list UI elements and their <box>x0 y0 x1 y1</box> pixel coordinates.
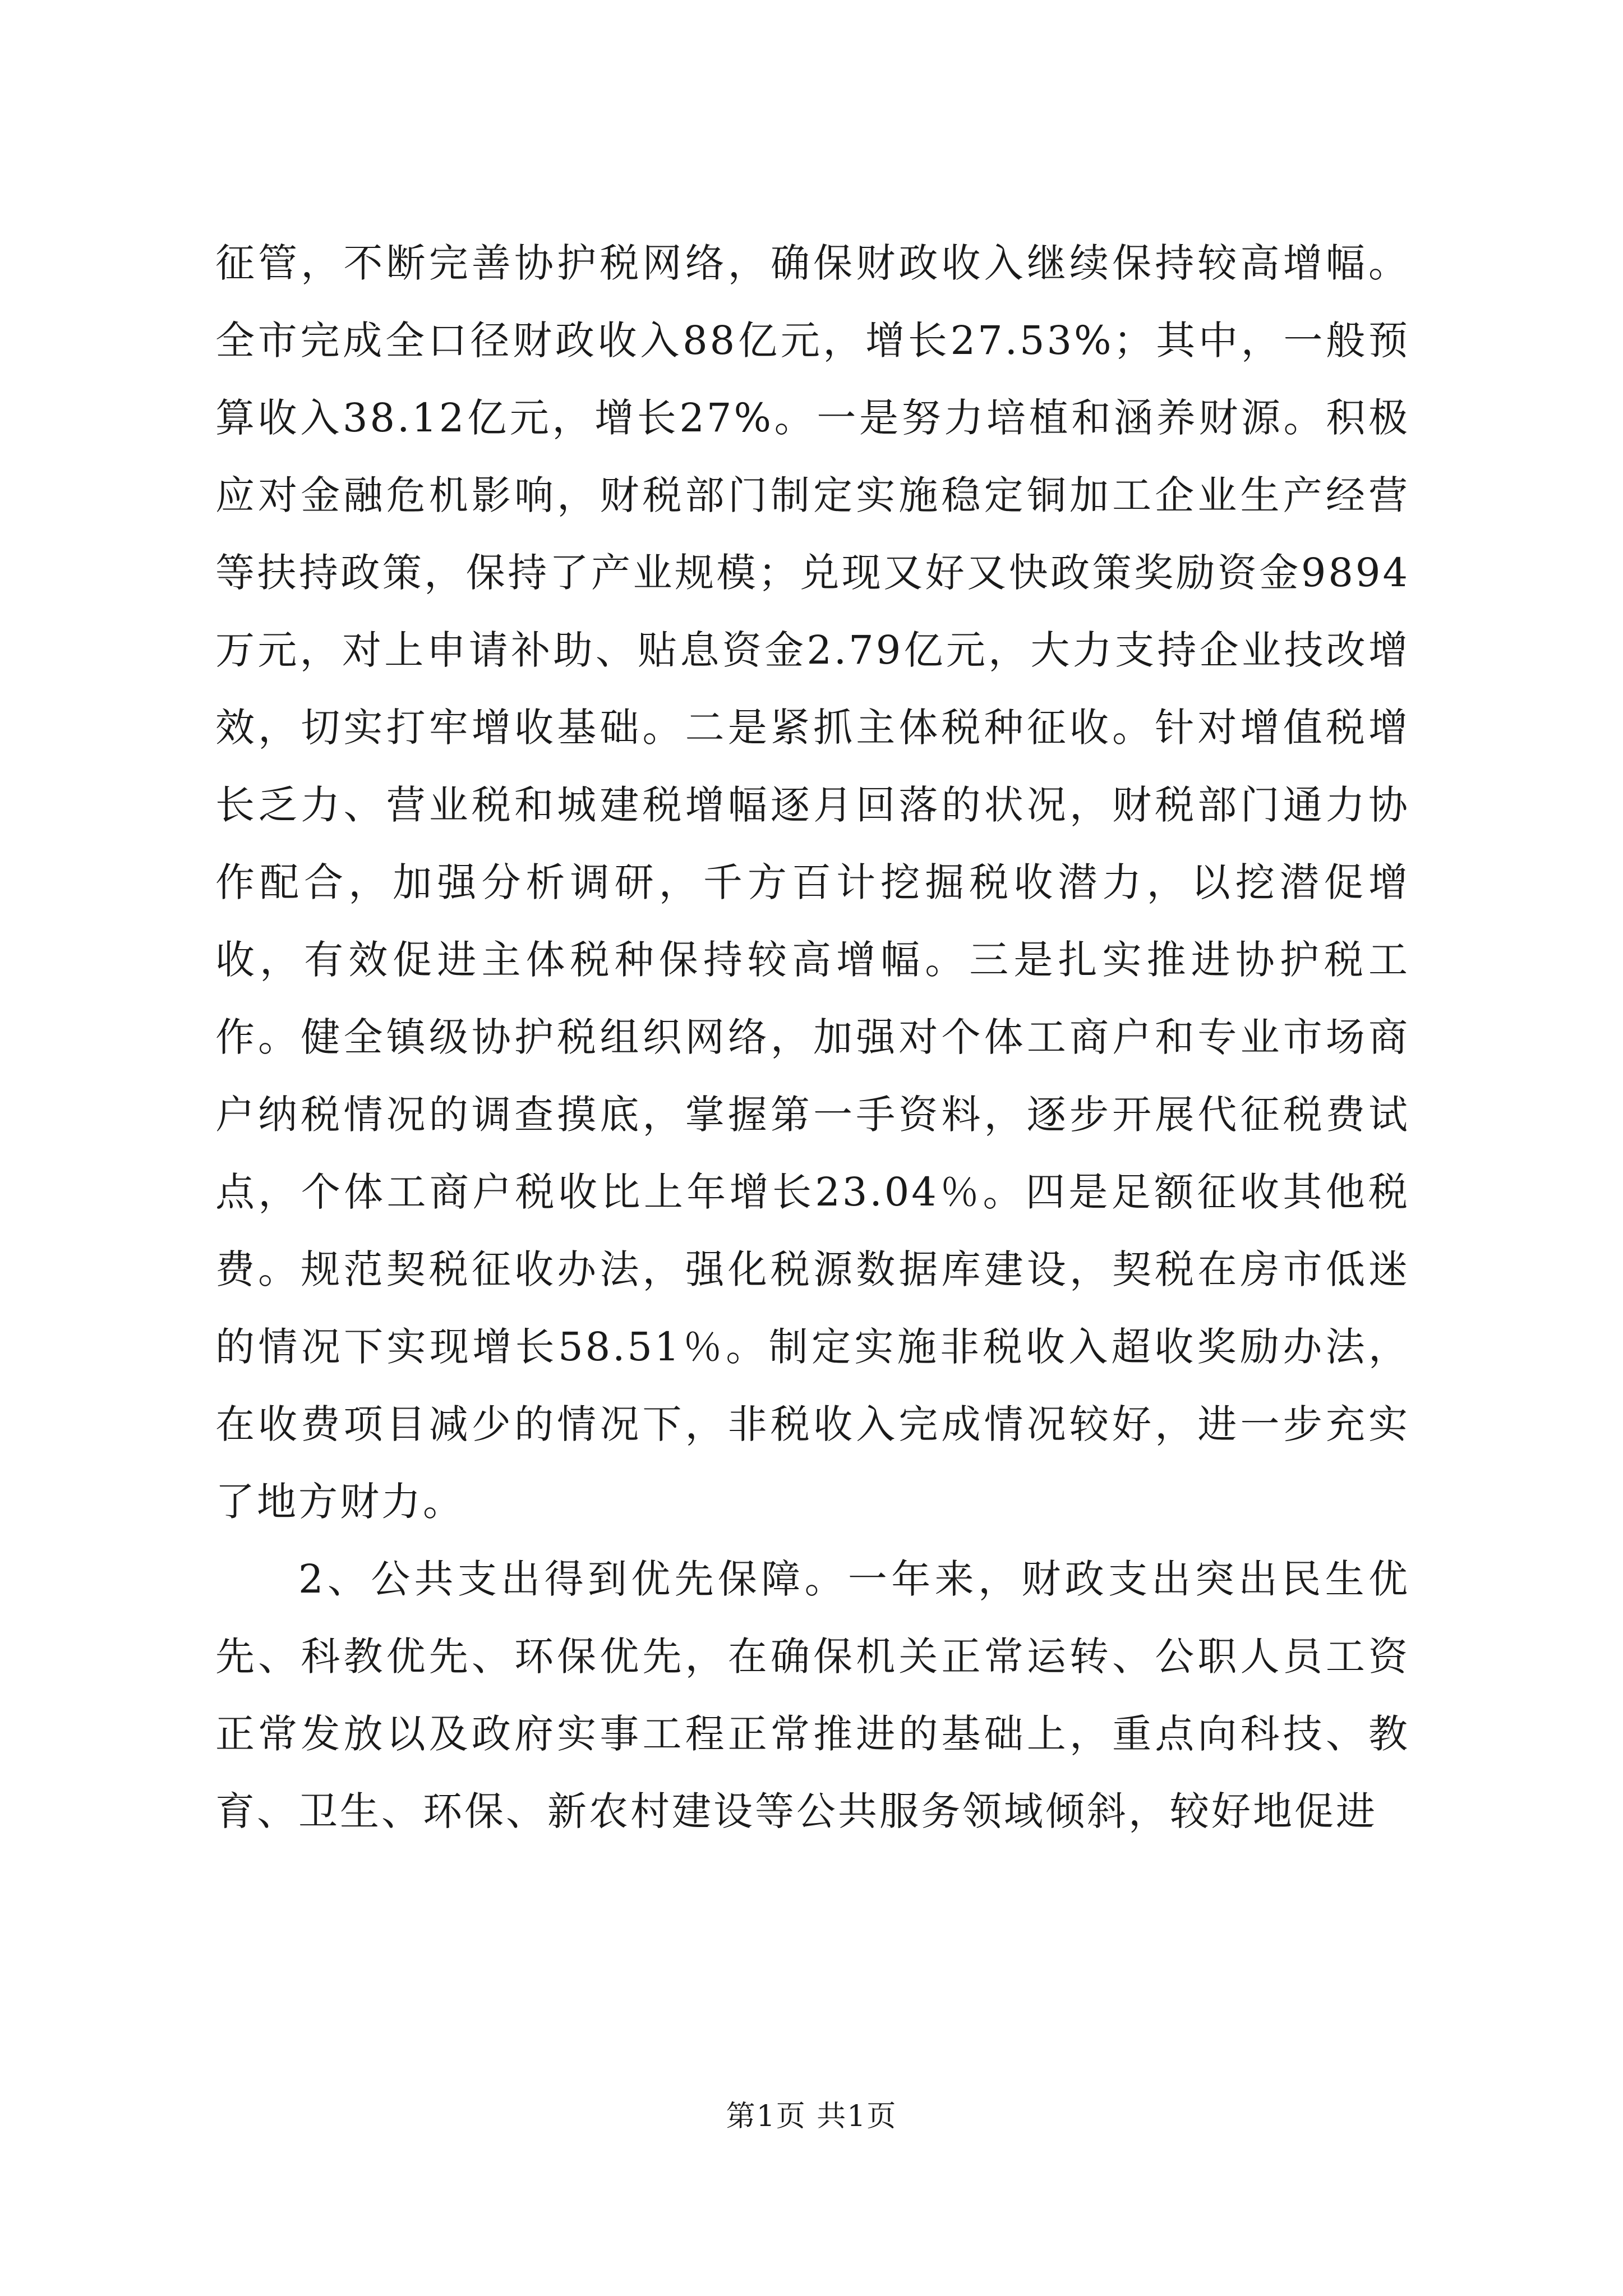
document-body <box>215 224 1410 1850</box>
page-footer: 第1页 共1页 <box>726 2100 897 2133</box>
paragraph-public-expenditure: 2、公共支出得到优先保障。一年来，财政支出突出民生优先、科教优先、环保优先，在确保机关正常运转、公职人员工资正常发放以及政府实事工程正常推进的基础上，重点向科技、教育、卫生、环保、新农村建设等公共服务领域倾斜，较好地促进 <box>215 1556 1410 1834</box>
paragraph-revenue: 征管，不断完善协护税网络，确保财政收入继续保持较高增幅。全市完成全口径财政收入88亿元，增长27.53%；其中，一般预算收入38.12亿元，增长27%。一是努力培植和涵养财源。积极应对金融危机影响，财税部门制定实施稳定铜加工企业生产经营等扶持政策，保持了产业规模；兑现又好又快政策奖励资金9894万元，对上申请补助、贴息资金2.79亿元，大力支持企业技改增效，切实打牢增收基础。二是紧抓主体税种征收。针对增值税增长乏力、营业税和城建税增幅逐月回落的状况，财税部门通力协作配合，加强分析调研，千方百计挖掘税收潜力，以挖潜促增收，有效促进主体税种保持较高增幅。三是扎实推进协护税工作。健全镇级协护税组织网络，加强对个体工商户和专业市场商户纳税情况的调查摸底，掌握第一手资料，逐步开展代征税费试点，个体工商户税收比上年增长23.04％。四是足额征收其他税费。规范契税征收办法，强化税源数据库建设，契税在房市低迷的情况下实现增长58.51％。制定实施非税收入超收奖励办法，在收费项目减少的情况下，非税收入完成情况较好，进一步充实了地方财力。 <box>215 240 1410 1525</box>
